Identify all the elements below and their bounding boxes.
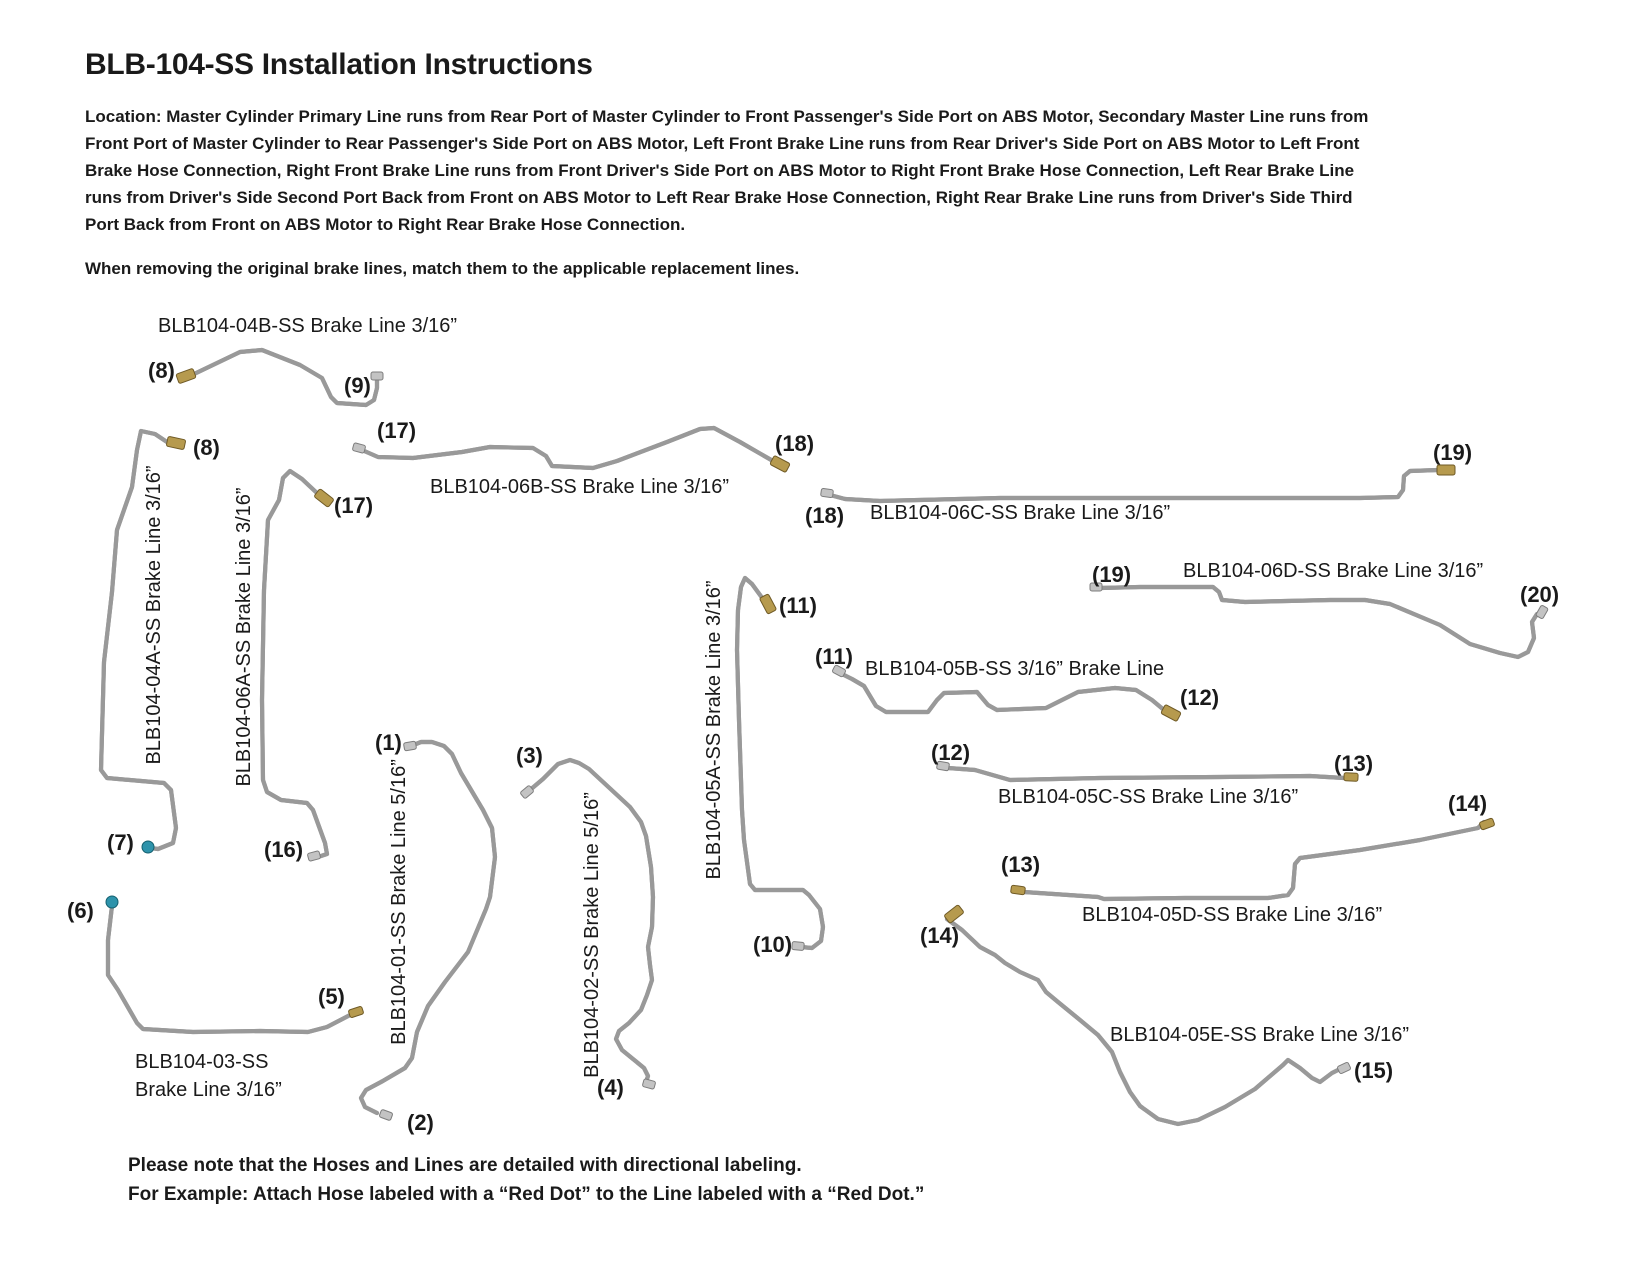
marker-16-21: (16) [264, 837, 304, 862]
brake-line-06a [262, 471, 327, 857]
label-03-line1: BLB104-03-SS [135, 1051, 269, 1073]
marker-11-10: (11) [779, 593, 817, 618]
marker-14-16: (14) [1448, 791, 1488, 816]
marker-8-4: (8) [193, 435, 220, 460]
label-05d: BLB104-05D-SS Brake Line 3/16” [1082, 904, 1383, 926]
fitting-5-03 [348, 1006, 364, 1018]
label-01: BLB104-01-SS Brake Line 5/16” [388, 759, 410, 1045]
marker-6-22: (6) [67, 898, 94, 923]
fitting-2-01 [379, 1109, 393, 1121]
fitting-19-06c [1437, 465, 1455, 475]
marker-4-27: (4) [597, 1075, 624, 1100]
fitting-11-05a [759, 594, 776, 615]
marker-17-5: (17) [334, 493, 374, 518]
location-line: runs from Driver's Side Second Port Back from Front on ABS Motor to Left Rear Brake Hose Connection, Right Rear Brake Line runs from Driver's Side Third [85, 188, 1353, 207]
label-06d: BLB104-06D-SS Brake Line 3/16” [1183, 560, 1484, 582]
page-title: BLB-104-SS Installation Instructions [85, 48, 593, 81]
fitting-7-04a [142, 841, 154, 853]
marker-19-7: (19) [1433, 440, 1473, 465]
label-05c: BLB104-05C-SS Brake Line 3/16” [998, 786, 1299, 808]
footer-note-line1: Please note that the Hoses and Lines are detailed with directional labeling. [128, 1155, 802, 1176]
marker-20-9: (20) [1520, 582, 1560, 607]
fitting-17-06b [352, 443, 366, 454]
label-05b: BLB104-05B-SS 3/16” Brake Line [865, 658, 1165, 680]
fitting-12-05b [1161, 704, 1182, 721]
brake-line-06b [362, 428, 773, 468]
fitting-6-03 [106, 896, 118, 908]
fitting-8-04b [176, 368, 196, 384]
marker-8-0: (8) [148, 358, 175, 383]
fitting-14-05d [1479, 818, 1495, 830]
marker-17-2: (17) [377, 418, 417, 443]
label-05a: BLB104-05A-SS Brake Line 3/16” [703, 580, 725, 880]
brake-line-05d [1024, 822, 1484, 899]
location-line: Location: Master Cylinder Primary Line runs from Rear Port of Master Cylinder to Front Passenger's Side Port on ABS Motor, Secondary Master Line runs from [85, 107, 1369, 126]
marker-12-12: (12) [1180, 685, 1220, 710]
brake-line-05a [737, 578, 823, 948]
label-06a: BLB104-06A-SS Brake Line 3/16” [233, 487, 255, 787]
marker-13-14: (13) [1334, 751, 1374, 776]
marker-5-23: (5) [318, 984, 345, 1009]
label-05e: BLB104-05E-SS Brake Line 3/16” [1110, 1024, 1410, 1046]
footer-note-line2: For Example: Attach Hose labeled with a “Red Dot” to the Line labeled with a “Red Dot.” [128, 1184, 925, 1205]
marker-15-19: (15) [1354, 1058, 1394, 1083]
fitting-10-05a [792, 941, 805, 950]
location-line: Brake Hose Connection, Right Front Brake Line runs from Front Driver's Side Port on ABS Motor to Right Front Brake Hose Connection, Left Rear Brake Line [85, 161, 1355, 180]
fitting-18-06c [821, 488, 834, 498]
marker-10-18: (10) [753, 932, 793, 957]
fitting-8-04a [166, 436, 186, 450]
label-02: BLB104-02-SS Brake Line 5/16” [581, 792, 603, 1078]
removal-note: When removing the original brake lines, match them to the applicable replacement lines. [85, 259, 800, 278]
fitting-13-05d [1011, 885, 1026, 895]
fitting-1-01 [403, 741, 416, 751]
label-06b: BLB104-06B-SS Brake Line 3/16” [430, 476, 730, 498]
marker-18-3: (18) [775, 431, 815, 456]
fitting-9-04b [371, 372, 383, 380]
marker-14-17: (14) [920, 923, 960, 948]
fitting-18-06b [770, 455, 791, 472]
label-03-line2: Brake Line 3/16” [135, 1079, 282, 1101]
marker-12-13: (12) [931, 740, 971, 765]
label-04b: BLB104-04B-SS Brake Line 3/16” [158, 315, 458, 337]
marker-19-8: (19) [1092, 562, 1132, 587]
location-line: Port Back from Front on ABS Motor to Right Rear Brake Hose Connection. [85, 215, 686, 234]
marker-7-20: (7) [107, 830, 134, 855]
marker-9-1: (9) [344, 373, 371, 398]
brake-line-05e [947, 919, 1340, 1124]
fitting-16-06a [307, 851, 321, 862]
marker-18-6: (18) [805, 503, 845, 528]
fitting-4-02 [642, 1079, 656, 1090]
brake-line-03 [108, 906, 352, 1032]
marker-1-24: (1) [375, 730, 402, 755]
marker-13-15: (13) [1001, 852, 1041, 877]
label-06c: BLB104-06C-SS Brake Line 3/16” [870, 502, 1171, 524]
location-line: Front Port of Master Cylinder to Rear Passenger's Side Port on ABS Motor, Left Front Brake Line runs from Rear Driver's Side Port on ABS Motor to Left Front [85, 134, 1360, 153]
marker-2-25: (2) [407, 1110, 434, 1135]
marker-3-26: (3) [516, 743, 543, 768]
label-04a: BLB104-04A-SS Brake Line 3/16” [143, 465, 165, 765]
fitting-15-05e [1337, 1062, 1351, 1074]
marker-11-11: (11) [815, 644, 853, 669]
